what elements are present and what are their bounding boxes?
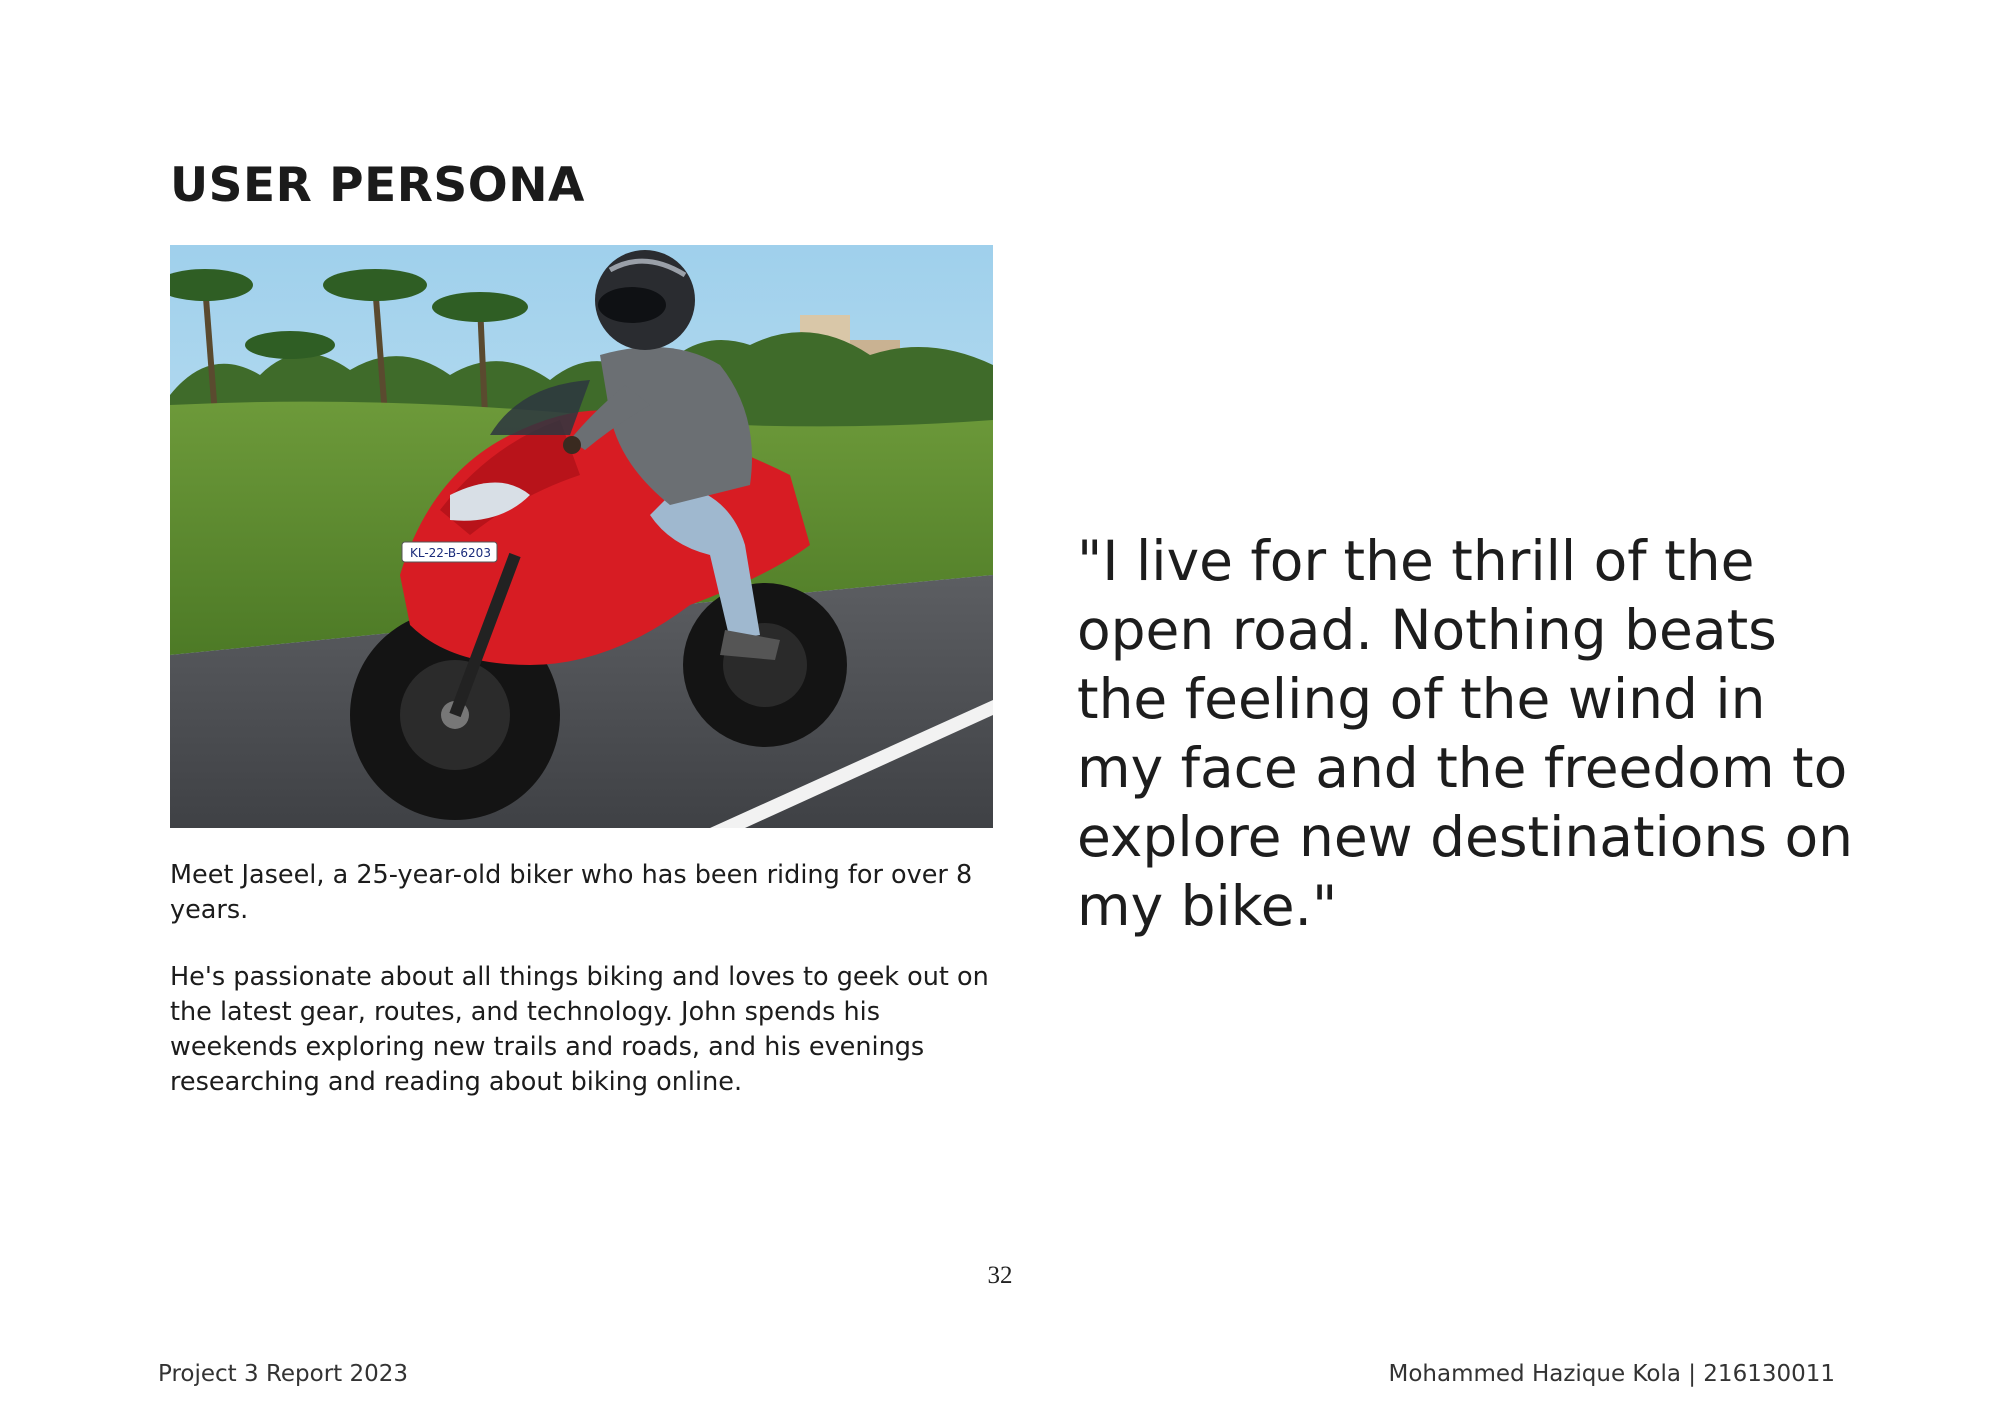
footer-report-title: Project 3 Report 2023 xyxy=(158,1361,409,1387)
persona-description xyxy=(170,858,1010,1100)
persona-quote: "I live for the thrill of the open road. Nothing beats the feeling of the wind in my face and the freedom to explore new destinations on my bike." xyxy=(1077,529,1853,938)
description-paragraph: He's passionate about all things biking and loves to geek out on the latest gear, routes, and technology. John spends his weekends exploring new trails and roads, and his evenings researching and reading about biking online. xyxy=(170,962,989,1097)
footer-author: Mohammed Hazique Kola | 216130011 xyxy=(1388,1361,1835,1387)
page-number: 32 xyxy=(987,1262,1013,1289)
description-paragraph: Meet Jaseel, a 25-year-old biker who has been riding for over 8 years. xyxy=(170,860,973,925)
license-plate-text: KL-22-B-6203 xyxy=(410,546,491,560)
page-title: USER PERSONA xyxy=(170,158,585,213)
persona-photo xyxy=(170,245,993,828)
